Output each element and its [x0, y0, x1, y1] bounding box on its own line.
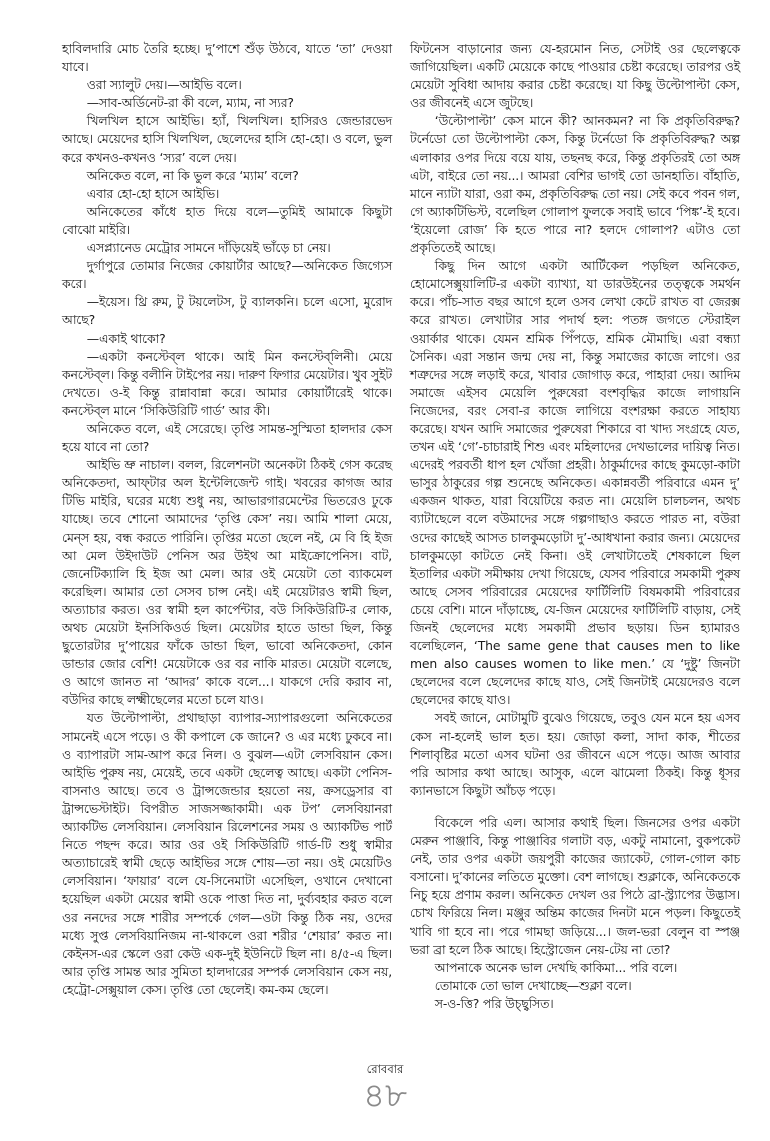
paragraph: বিকেলে পরি এল। আসার কথাই ছিল। জিনসের ওপর একটা মেরুন পাঞ্জাবি, কিন্তু পাঞ্জাবির গলাটা বড়, একটু নামানো, বুকপকেট নেই, তার ওপর একটা জয়পুরী কাজের জ্যাকেট, গোল-গোল কাচ বসানো। দু’কানের লতিতে মুক্তো। বেশ লাগছে। শুক্লাকে, অনিকেতকে নিচু হয়ে প্রণাম করল। অনিকেত দেখল ওর পিঠে ব্রা-স্ট্র্যাপের উদ্ভাস। চোখ ফিরিয়ে নিল। মঞ্জুর অন্তিম কাজের দিনটা মনে পড়ল। কিছুতেই খাবি গা হবে না। পরে গামছা জড়িয়ে...। জল-ভরা বেলুন বা স্পঞ্জ ভরা ব্রা হলে ঠিক আছে। হিস্ট্রোজেন নেয়-টেয় না তো? [410, 814, 740, 957]
paragraph: —একটা কনস্টেব্‌ল থাকে। আই মিন কনস্টেব্‌লিনী। মেয়ে কনস্টেব্‌ল। কিন্তু বলীনি টাইপের নয়। দারুণ ফিগার মেয়েটার। খুব সুইট দেখতে। ও-ই কিন্তু রান্নাবান্না করে। আমার কোয়ার্টারেই থাকে। কনস্টেব্‌ল মানে ‘সিকিউরিটি গার্ড’ আর কী। [62, 348, 392, 418]
magazine-name: রোববার [366, 1062, 404, 1076]
paragraph: হাবিলদারি মোচ তৈরি হচ্ছে। দু’পাশে শুঁড় উঠবে, যাতে ‘তা’ দেওয়া যাবে। [62, 41, 392, 75]
section-break [410, 800, 740, 814]
page-number: ৪৮ [362, 1076, 408, 1116]
paragraph: খিলখিল হাসে আইভি। হ্যাঁ, খিলখিল। হাসিরও জেন্ডারভেদ আছে। মেয়েদের হাসি খিলখিল, ছেলেদের হাসি হো-হো। ও বলে, ভুল করে কখনও-কখনও ‘স্যর’ বলে দেয়। [62, 113, 392, 165]
paragraph: —ইয়েস। থ্রি রুম, টু টয়লেটস, টু ব্যালকনি। চলে এসো, মুরোদ আছে? [62, 294, 392, 328]
paragraph: এসপ্ল্যানেড মেট্রোর সামনে দাঁড়িয়েই ভাঁড়ে চা নেয়। [86, 240, 331, 256]
paragraph: তোমাকে তো ভাল দেখাচ্ছে—শুক্লা বলে। [434, 977, 632, 993]
right-column [410, 40, 740, 1013]
paragraph: ‘উল্টোপাল্টা’ কেস মানে কী? আনকমন? না কি প্রকৃতিবিরুদ্ধ? টর্নেডো তো উল্টোপাল্টা কেস, কিন্তু টর্নেডো কি প্রকৃতিবিরুদ্ধ? অল্প এলাকার ওপর দিয়ে বয়ে যায়, তছনছ করে, কিন্তু প্রকৃতিরই তো অঙ্গ এটা, বাইরে তো নয়...। আমরা বেশির ভাগই তো ডানহাতি। বাঁহাতি, মানে ন্যাটা যারা, ওরা কম, প্রকৃতিবিরুদ্ধ তো নয়। সেই কবে পবন গল, গে অ্যাকটিভিস্ট, বলেছিল গোলাপ ফুলকে সবাই ভাবে ‘পিঙ্ক’-ই হবে। ‘ইয়েলো রোজ’ কি হতে পারে না? হলদে গোলাপ? এটাও তো প্রকৃতিতেই আছে। [410, 113, 740, 256]
left-column [62, 40, 392, 999]
paragraph: আপনাকে অনেক ভাল দেখছি কাকিমা... পরি বলে। [434, 959, 678, 975]
paragraph: অনিকেত বলে, না কি ভুল করে ‘ম্যাম’ বলে? [86, 167, 299, 183]
paragraph: কিছু দিন আগে একটা আর্টিকেল পড়ছিল অনিকেত, হোমোসেক্সুয়ালিটি-র একটা ব্যাখ্যা, যা ডারউইনের তত্ত্বকে সমর্থন করে। পাঁচ-সাত বছর আগে হলে ওসব লেখা কেটে রাখত বা জেরক্স করে রাখত। লেখাটার সার পদার্থ হল: পতঙ্গ জগতে স্টেরাইল ওয়ার্কার থাকে। যেমন শ্রমিক পিঁপড়ে, শ্রমিক মৌমাছি। এরা বন্ধ্যা সৈনিক। এরা সন্তান জন্ম দেয় না, কিন্তু সমাজের কাজে লাগে। ওর শত্রুদের সঙ্গে লড়াই করে, খাবার জোগাড় করে, পাহারা দেয়। আদিম সমাজে এইসব মেয়েলি পুরুষেরা বংশবৃদ্ধির কাজে লাগায়নি নিজেদের, বরং সেবা-র কাজে লাগিয়ে বংশরক্ষা করতে সাহায্য করেছে। যখন আদি সমাজের পুরুষেরা শিকারে বা খাদ্য সংগ্রহে যেত, তখন এই ‘গে’-চাচারাই শিশু এবং মহিলাদের দেখভালের দায়িত্ব নিত। এদেরই পরবর্তী ধাপ হল খোঁজা প্রহরী। ঠাকুর্মাদের কাছে কুমড়ো-কাটা ভাসুর ঠাকুরের গল্প শুনেছে অনিকেত। একান্নবর্তী পরিবারে এমন দু’ একজন থাকত, যারা বিয়েটিয়ে করত না। মেয়েলি চালচলন, অথচ ব্যাটাছেলে বলে বউমাদের সঙ্গে গল্পগাছাও করতে পারত না, বউরা ওদের কাছেই আসত চালকুমড়োটা দু’-আধখানা করার জন্য। মেয়েদের চালকুমড়ো কাটতে নেই কিনা। ওই লেখাটাতেই শেষকালে ছিল ইতালির একটা সমীক্ষায় দেখা গিয়েছে, যেসব পরিবারে সমকামী পুরুষ আছে সেসব পরিবারের মেয়েদের ফার্টিলিটি বিষমকামী পরিবারের চেয়ে বেশি। মানে দাঁড়াচ্ছে, যে-জিন মেয়েদের ফার্টিলিটি বাড়ায়, সেই জিনই ছেলেদের মধ্যে সমকামী প্রভাব ছড়ায়। ডিন হ্যামারও বলেছিলেন, ‘The same gene that causes men to like men also causes women to like men.’ যে ‘দুষ্টু’ জিনটা ছেলেদের বলে ছেলেদের কাছে যাও, সেই জিনটাই মেয়েদেরও বলে ছেলেদের কাছে যাও। [410, 258, 740, 708]
paragraph: দুর্গাপুরে তোমার নিজের কোয়ার্টার আছে?—অনিকেত জিগ্যেস করে। [62, 258, 392, 292]
paragraph: অনিকেতের কাঁধে হাত দিয়ে বলে—তুমিই আমাকে কিছুটা বোঝো মাইরি। [62, 203, 392, 237]
paragraph: আইভি ভ্রু নাচাল। বলল, রিলেশনটা অনেকটা ঠিকই গেস করেছ অনিকেতদা, আফ্‌টার অল ইন্টেলিজেন্ট গাই। খবরের কাগজ আর টিভি মাইরি, ঘরের মধ্যে শুধু নয়, আভারগারমেন্টের ভিতরেও ঢুকে যাচ্ছে। তবে শোনো আমাদের ‘তৃপ্তি কেস’ নয়। আমি শালা মেয়ে, মেন্‌স হয়, বন্ধ করতে পারিনি। তৃপ্তির মতো ছেলে নই, মে বি হি ইজ আ মেল উইদাউট পেনিস অর উইথ আ মাইক্রোপেনিস। বাট, জেনেটিক্যালি হি ইজ আ মেল। আর ওই মেয়েটা তো ব্যাকমেল করেছিল। আমার তো সেসব চান্স নেই। এই মেয়েটারও স্বামী ছিল, অত্যাচার করত। ওর স্বামী হল কার্পেন্টার, বউ সিকিউরিটি-র লোক, অথচ মেয়েটা ইনসিকিওর্ড ছিল। মেয়েটার হাতে ডান্ডা ছিল, কিন্তু ছুতোরটার দু’পায়ের ফাঁকে ডান্ডা ছিল, ভাবো অনিকেতদা, কোন ডান্ডার জোর বেশি! মেয়েটাকে ওর বর নাকি মারত। মেয়েটা বলেছে, ও আগে জানত না ‘আদর’ কাকে বলে...। যাকগে দেরি করাব না, বউদির কাছে লক্ষ্মীছেলের মতো চলে যাও। [62, 457, 392, 708]
paragraph: ওরা স্যালুট দেয়।—আইভি বলে। [86, 77, 242, 93]
paragraph: এবার হো-হো হাসে আইভি। [86, 185, 220, 201]
paragraph: স-ও-ত্তি? পরি উচ্ছ্বসিত। [434, 995, 554, 1011]
paragraph: ফিটনেস বাড়ানোর জন্য যে-হরমোন নিত, সেটাই ওর ছেলেত্বকে জাগিয়েছিল। একটি মেয়েকে কাছে পাওয়ার চেষ্টা করেছে। তারপর ওই মেয়েটা সুবিধা আদায় করার চেষ্টা করেছে। যা কিছু উল্টোপাল্টা কেস, ওর জীবনেই এসে জুটছে। [410, 41, 740, 111]
paragraph: —একাই থাকো? [86, 330, 166, 346]
paragraph: —সাব-অর্ডিনেট-রা কী বলে, ম্যাম, না স্যর? [86, 95, 294, 111]
paragraph: অনিকেত বলে, এই সেরেছে। তৃপ্তি সামন্ত-সুস্মিতা হালদার কেস হয়ে যাবে না তো? [62, 420, 392, 455]
paragraph: যত উল্টোপাল্টা, প্রথাছাড়া ব্যাপার-স্যাপারগুলো অনিকেতের সামনেই এসে পড়ে। ও কী কপালে কে জানে? ও এর মধ্যে ঢুকবে না। ও ব্যাপারটা সাম-আপ করে নিল। ও বুঝল—এটা লেসবিয়ান কেস। আইভি পুরুষ নয়, মেয়েই, তবে একটা ছেলেত্ব আছে। একটা পেনিস-বাসনাও আছে। তবে ও ট্রান্সজেন্ডার হয়তো নয়, ক্রসড্রেসার বা ট্রান্সভেস্টাইট। বিপরীত সাজসজ্জাকামী। এক টপ’ লেসবিয়ানরা অ্যাকটিভ লেসবিয়ান। লেসবিয়ান রিলেশনের সময় ও অ্যাকটিভ পার্ট নিতে পছন্দ করে। আর ওর ওই সিকিউরিটি গার্ড-টি শুধু স্বামীর অত্যাচারেই স্বামী ছেড়ে আইভির সঙ্গে শোয়—তা নয়। ওই মেয়েটিও লেসবিয়ান। ‘ফায়ার’ বলে যে-সিনেমাটা এসেছিল, ওখানে দেখানো হয়েছিল একটা মেয়ের স্বামী ওকে পাত্তা দিত না, দুর্ব্যবহার করত বলে ওর ননদের সঙ্গে শারীর সম্পর্কে গেল—ওটা কিন্তু ঠিক নয়, ওদের মধ্যে সুপ্ত লেসবিয়ানিজম না-থাকলে ওরা শরীর ‘শেয়ার’ করত না। কেইনস-এর স্কেলে ওরা কেউ এক-দুই ইউনিটে ছিল না। ৪/৫-এ ছিল। আর তৃপ্তি সামন্ত আর সুমিতা হালদারের সম্পর্ক লেসবিয়ান কেস নয়, হেট্রো-সেক্সুয়াল কেস। তৃপ্তি তো ছেলেই। কম-কম ছেলে। [62, 710, 392, 997]
paragraph: সবই জানে, মোটামুটি বুঝেও গিয়েছে, তবুও যেন মনে হয় এসব কেস না-হলেই ভাল হত। হয়। জোড়া কলা, সাদা কাক, শীতের শিলাবৃষ্টির মতো এসব ঘটনা ওর জীবনে এসে পড়ে। আজ আবার পরি আসার কথা আছে। আসুক, এলে ঝামেলা ঠিকই। কিন্তু ধূসর ক্যানভাসে কিছুটা আঁচড় পড়ে। [410, 710, 740, 798]
